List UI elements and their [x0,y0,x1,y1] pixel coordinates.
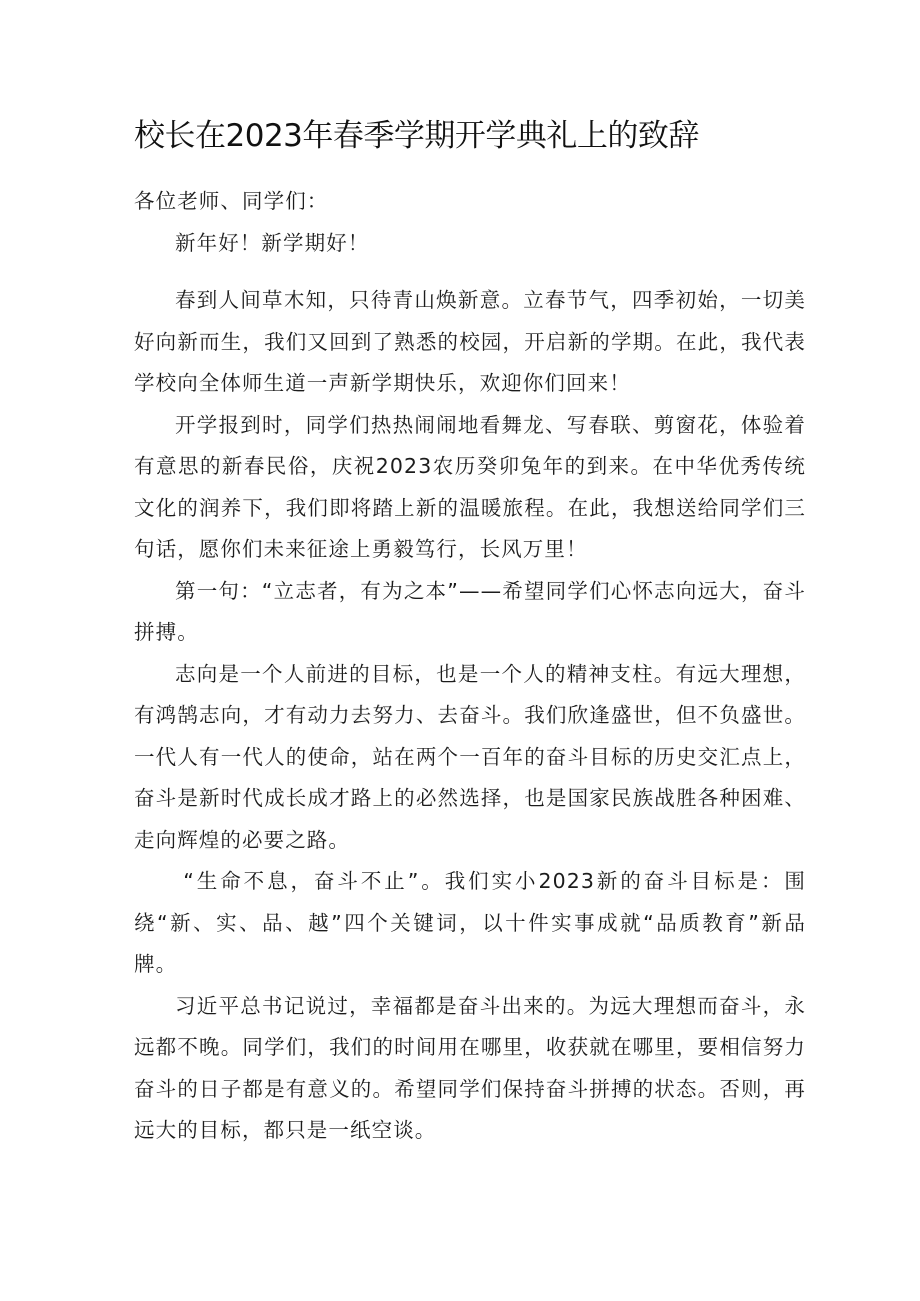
paragraph-registration: 开学报到时，同学们热热闹闹地看舞龙、写春联、剪窗花，体验着有意思的新春民俗，庆祝2023农历癸卯兔年的到来。在中华优秀传统文化的润养下，我们即将踏上新的温暖旅程。在此，我想送给同学们三句话，愿你们未来征途上勇毅笃行，长风万里！ [134,412,806,561]
salutation: 各位老师、同学们： [134,189,329,213]
paragraph-happiness: 习近平总书记说过，幸福都是奋斗出来的。为远大理想而奋斗，永远都不晚。同学们，我们的时间用在哪里，收获就在哪里，要相信努力奋斗的日子都是有意义的。希望同学们保持奋斗拼搏的状态。否则，再远大的目标，都只是一纸空谈。 [134,993,806,1142]
paragraph-struggle-goal: “生命不息，奋斗不止”。我们实小2023新的奋斗目标是：围绕“新、实、品、越”四个关键词，以十件实事成就“品质教育”新品牌。 [134,869,806,976]
paragraph-spring: 春到人间草木知，只待青山焕新意。立春节气，四季初始，一切美好向新而生，我们又回到了熟悉的校园，开启新的学期。在此，我代表学校向全体师生道一声新学期快乐，欢迎你们回来！ [134,288,806,395]
greeting: 新年好！新学期好！ [175,230,370,255]
paragraph-first-sentence: 第一句：“立志者，有为之本”——希望同学们心怀志向远大，奋斗拼搏。 [134,578,806,644]
document-body [134,181,806,1152]
paragraph-aspiration: 志向是一个人前进的目标，也是一个人的精神支柱。有远大理想，有鸿鹄志向，才有动力去努力、去奋斗。我们欣逢盛世，但不负盛世。一代人有一代人的使命，站在两个一百年的奋斗目标的历史交汇点上，奋斗是新时代成长成才路上的必然选择，也是国家民族战胜各种困难、走向辉煌的必要之路。 [134,661,806,852]
document-title: 校长在2023年春季学期开学典礼上的致辞 [134,118,699,154]
